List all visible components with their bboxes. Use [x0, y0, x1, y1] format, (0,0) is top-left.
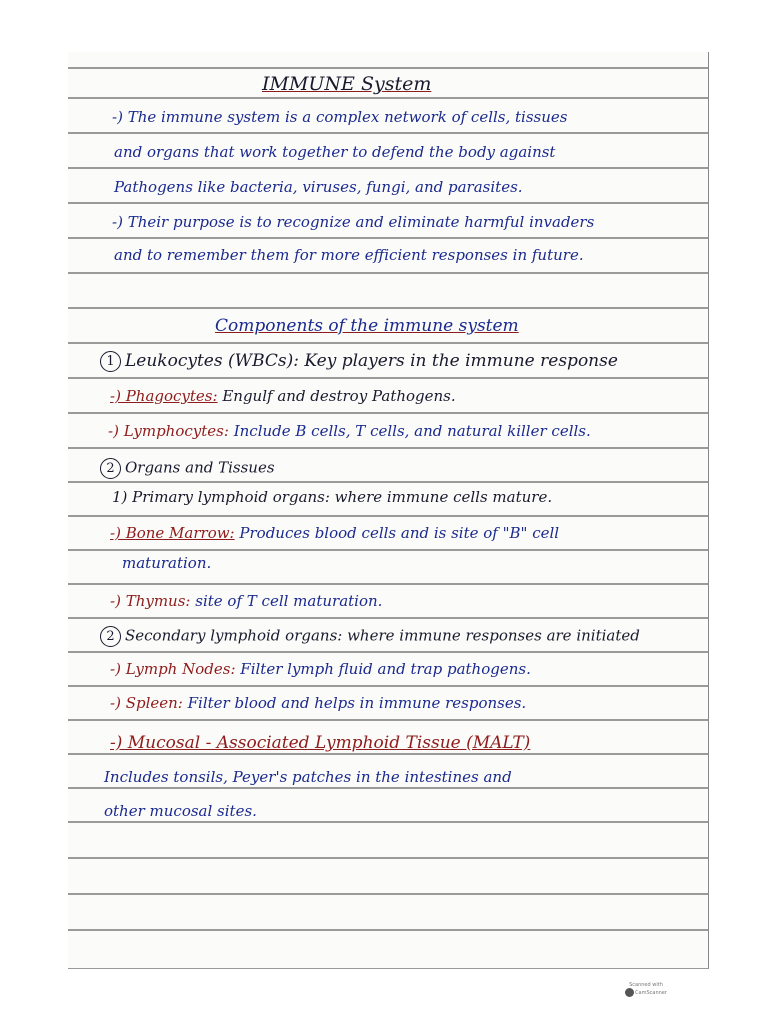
page-title: IMMUNE System — [262, 73, 432, 95]
lymphocytes-label: -) Lymphocytes: — [108, 422, 229, 440]
lymph-nodes-label: -) Lymph Nodes: — [110, 660, 236, 678]
lymphocytes-line — [108, 424, 591, 439]
malt-heading: -) Mucosal - Associated Lymphoid Tissue (MALT) — [110, 733, 531, 753]
scanner-line-1: Scanned with — [629, 982, 663, 988]
number-circle: 1 — [100, 351, 121, 372]
intro-line-4: -) Their purpose is to recognize and eliminate harmful invaders — [112, 213, 595, 231]
phagocytes-label: -) Phagocytes: — [110, 387, 218, 405]
scanner-line-2: CamScanner — [635, 990, 667, 996]
item-2-text: Organs and Tissues — [125, 458, 275, 477]
spleen-label: -) Spleen: — [110, 694, 183, 712]
lymphocytes-text: Include B cells, T cells, and natural killer cells. — [233, 422, 591, 440]
malt-text-2: other mucosal sites. — [104, 802, 257, 820]
thymus-line — [110, 594, 382, 609]
primary-organs-line: 1) Primary lymphoid organs: where immune cells mature. — [112, 488, 553, 506]
intro-line-1: -) The immune system is a complex network of cells, tissues — [112, 108, 568, 126]
camscanner-watermark — [624, 982, 668, 997]
section-heading: Components of the immune system — [215, 316, 519, 336]
item-1-text: Leukocytes (WBCs): Key players in the immune response — [125, 351, 618, 371]
intro-line-2: and organs that work together to defend the body against — [114, 143, 556, 161]
bone-marrow-text: Produces blood cells and is site of "B" cell — [239, 524, 560, 542]
intro-line-3: Pathogens like bacteria, viruses, fungi, and parasites. — [114, 178, 523, 196]
secondary-organs-text: Secondary lymphoid organs: where immune responses are initiated — [125, 626, 640, 645]
bone-marrow-line — [110, 526, 559, 541]
spleen-text: Filter blood and helps in immune responses. — [187, 694, 527, 712]
bone-marrow-label: -) Bone Marrow: — [110, 524, 235, 542]
lymph-nodes-text: Filter lymph fluid and trap pathogens. — [240, 660, 531, 678]
phagocytes-text: Engulf and destroy Pathogens. — [222, 387, 456, 405]
secondary-organs-line — [100, 626, 640, 647]
thymus-label: -) Thymus: — [110, 592, 191, 610]
lymph-nodes-line — [110, 662, 531, 677]
number-circle: 2 — [100, 458, 121, 479]
item-2 — [100, 458, 275, 479]
phagocytes-line — [110, 389, 456, 404]
camscanner-icon — [625, 988, 634, 997]
spleen-line — [110, 696, 526, 711]
thymus-text: site of T cell maturation. — [195, 592, 383, 610]
bone-marrow-text-2: maturation. — [122, 554, 212, 572]
number-circle: 2 — [100, 626, 121, 647]
malt-text-1: Includes tonsils, Peyer's patches in the intestines and — [104, 768, 512, 786]
item-1 — [100, 351, 618, 372]
intro-line-5: and to remember them for more efficient responses in future. — [114, 246, 584, 264]
